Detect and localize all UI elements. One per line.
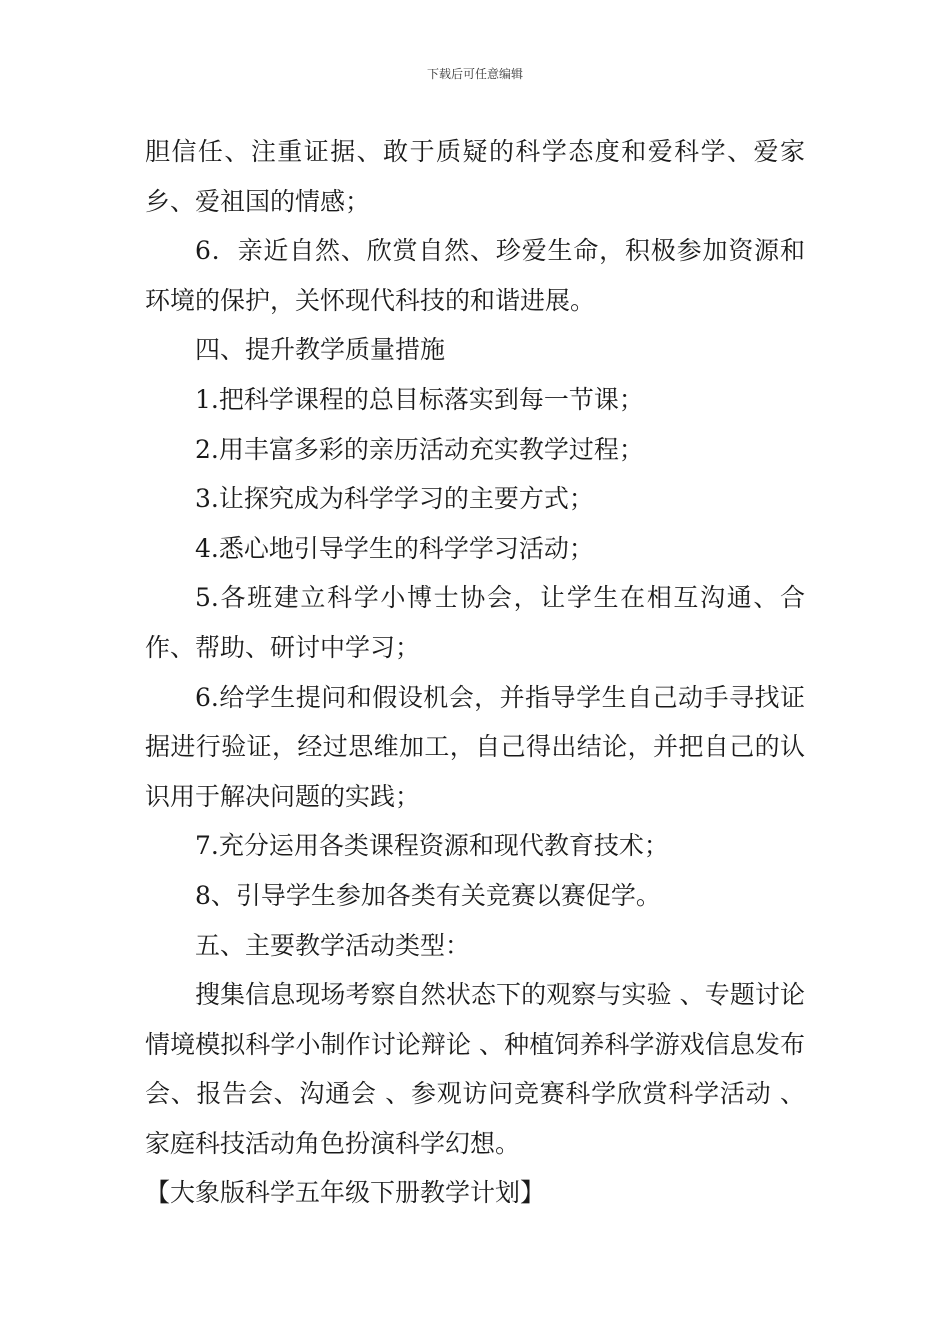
measure-item-3: 3.让探究成为科学学习的主要方式； [195,484,594,514]
measure-item-1: 1.把科学课程的总目标落实到每一节课； [195,384,644,414]
measure-item-8: 8、引导学生参加各类有关竞赛以赛促学。 [195,880,661,910]
measure-item-2: 2.用丰富多彩的亲历活动充实教学过程； [195,434,644,464]
section-heading-5: 五、主要教学活动类型： [195,930,471,960]
activity-types-paragraph: 搜集信息现场考察自然状态下的观察与实验 、专题讨论情境模拟科学小制作讨论辩论 、种植饲养科学游戏信息发布会、报告会、沟通会 、参观访问竞赛科学欣赏科学活动 、家庭科技活动角色扮演科学幻想。 [145,980,805,1158]
measure-item-4: 4.悉心地引导学生的科学学习活动； [195,533,594,563]
document-title-link: 【大象版科学五年级下册教学计划】 [145,1178,546,1208]
measure-item-5: 5.各班建立科学小博士协会，让学生在相互沟通、合作、帮助、研讨中学习； [145,583,805,662]
section-heading-4: 四、提升教学质量措施 [195,335,446,365]
paragraph-goal-6: 6．亲近自然、欣赏自然、珍爱生命，积极参加资源和环境的保护，关怀现代科技的和谐进展。 [145,236,805,315]
measure-item-6: 6.给学生提问和假设机会，并指导学生自己动手寻找证据进行验证，经过思维加工，自己得出结论，并把自己的认识用于解决问题的实践； [145,682,805,811]
measure-item-7: 7.充分运用各类课程资源和现代教育技术； [195,831,669,861]
paragraph-attitude-cont: 胆信任、注重证据、敢于质疑的科学态度和爱科学、爱家乡、爱祖国的情感； [145,137,805,216]
page-header: 下载后可任意编辑 [426,67,523,81]
document-body [145,127,805,1218]
